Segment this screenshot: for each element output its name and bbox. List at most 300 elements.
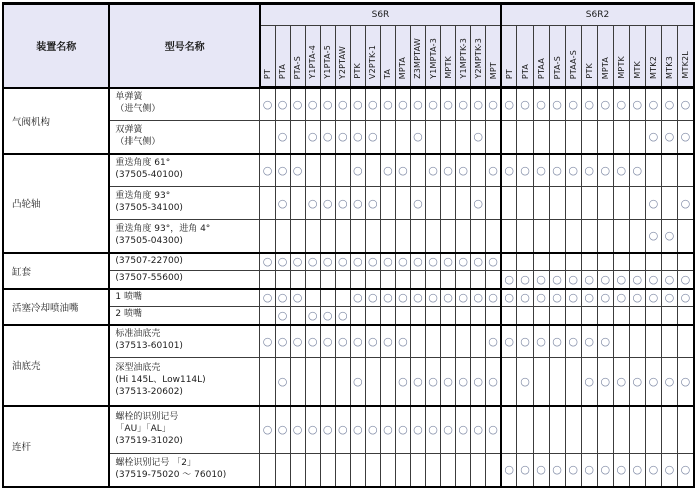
mark-cell-marked (275, 187, 290, 220)
mark-cell-marked (581, 454, 597, 487)
mark-cell-marked (380, 154, 395, 187)
mark-cell-empty (501, 253, 517, 271)
mark-cell-marked (410, 253, 425, 271)
mark-cell-marked (441, 406, 456, 454)
column-header-label: Z3MPTAW (413, 38, 423, 79)
mark-cell-empty (426, 121, 441, 154)
mark-cell-empty (629, 325, 645, 358)
circle-mark-icon: ○ (568, 291, 578, 305)
table-row (3, 253, 694, 271)
mark-cell-empty (365, 454, 380, 487)
mark-cell-marked (597, 358, 613, 406)
mark-cell-marked (629, 154, 645, 187)
mark-cell-marked (677, 454, 694, 487)
mark-cell-marked (305, 88, 320, 121)
mark-cell-empty (517, 307, 533, 325)
circle-mark-icon: ○ (292, 98, 303, 111)
circle-mark-icon: ○ (322, 196, 333, 210)
circle-mark-icon: ○ (277, 374, 288, 388)
circle-mark-icon: ○ (277, 423, 288, 437)
mark-cell-marked (486, 154, 501, 187)
circle-mark-icon: ○ (368, 334, 378, 348)
mark-cell-marked (320, 325, 335, 358)
circle-mark-icon: ○ (664, 98, 675, 111)
circle-mark-icon: ○ (383, 163, 393, 177)
mark-cell-empty (380, 307, 395, 325)
mark-cell-empty (517, 220, 533, 253)
circle-mark-icon: ○ (584, 374, 594, 388)
column-header-mtk2 (645, 26, 661, 88)
mark-cell-marked (517, 325, 533, 358)
mark-cell-marked (471, 121, 486, 154)
mark-cell-marked (441, 154, 456, 187)
mark-cell-marked (365, 187, 380, 220)
circle-mark-icon: ○ (398, 423, 408, 437)
mark-cell-marked (613, 154, 629, 187)
model-cell (109, 187, 260, 220)
mark-cell-empty (426, 454, 441, 487)
mark-cell-empty (320, 358, 335, 406)
mark-cell-empty (275, 271, 290, 289)
circle-mark-icon: ○ (488, 163, 498, 177)
model-label-line: 螺栓识别记号 「2」 (115, 457, 196, 468)
column-header-label: MPTK (616, 56, 626, 79)
circle-mark-icon: ○ (352, 423, 363, 437)
mark-cell-empty (613, 406, 629, 454)
mark-cell-empty (486, 271, 501, 289)
table-row (3, 406, 694, 454)
device-cell: 活塞冷却喷油嘴 (3, 289, 109, 325)
mark-cell-empty (645, 307, 661, 325)
mark-cell-marked (533, 88, 549, 121)
circle-mark-icon: ○ (368, 423, 378, 437)
circle-mark-icon: ○ (458, 255, 468, 269)
mark-cell-marked (629, 271, 645, 289)
column-header-pta (517, 26, 533, 88)
circle-mark-icon: ○ (277, 308, 288, 322)
circle-mark-icon: ○ (352, 98, 363, 111)
mark-cell-marked (426, 154, 441, 187)
mark-cell-empty (486, 454, 501, 487)
mark-cell-marked (290, 406, 305, 454)
column-header-label: MTK (632, 61, 642, 79)
circle-mark-icon: ○ (337, 334, 348, 348)
circle-mark-icon: ○ (337, 98, 348, 111)
mark-cell-empty (677, 406, 694, 454)
column-header-y2ptaw (335, 26, 350, 88)
circle-mark-icon: ○ (632, 163, 643, 177)
mark-cell-marked (581, 358, 597, 406)
mark-cell-marked (456, 253, 471, 271)
circle-mark-icon: ○ (648, 196, 659, 210)
mark-cell-marked (305, 406, 320, 454)
circle-mark-icon: ○ (443, 423, 453, 437)
mark-cell-empty (320, 289, 335, 307)
mark-cell-marked (260, 253, 275, 271)
model-label-line: (37519-75020 ～ 76010) (115, 469, 227, 480)
circle-mark-icon: ○ (600, 163, 611, 177)
device-cell: 气阀机构 (3, 88, 109, 154)
circle-mark-icon: ○ (552, 463, 562, 477)
column-header-mpta (597, 26, 613, 88)
column-header-pt (501, 26, 517, 88)
mark-cell-marked (441, 358, 456, 406)
circle-mark-icon: ○ (520, 463, 530, 477)
column-header-label: MPT (488, 61, 498, 79)
circle-mark-icon: ○ (368, 255, 378, 269)
mark-cell-marked (613, 358, 629, 406)
mark-cell-empty (581, 253, 597, 271)
circle-mark-icon: ○ (473, 255, 483, 269)
mark-cell-marked (290, 253, 305, 271)
mark-cell-marked (486, 325, 501, 358)
mark-cell-empty (661, 325, 677, 358)
column-header-ta (380, 26, 395, 88)
mark-cell-marked (629, 454, 645, 487)
mark-cell-empty (320, 454, 335, 487)
circle-mark-icon: ○ (473, 130, 483, 144)
circle-mark-icon: ○ (680, 130, 691, 144)
circle-mark-icon: ○ (262, 334, 273, 348)
mark-cell-empty (597, 406, 613, 454)
model-cell (109, 358, 260, 406)
mark-cell-marked (501, 154, 517, 187)
circle-mark-icon: ○ (664, 463, 675, 477)
circle-mark-icon: ○ (277, 334, 288, 348)
mark-cell-empty (629, 187, 645, 220)
circle-mark-icon: ○ (648, 98, 659, 111)
circle-mark-icon: ○ (352, 291, 363, 305)
circle-mark-icon: ○ (337, 130, 348, 144)
mark-cell-marked (517, 271, 533, 289)
mark-cell-empty (517, 121, 533, 154)
device-cell: 凸轮轴 (3, 154, 109, 253)
mark-cell-empty (661, 187, 677, 220)
mark-cell-marked (350, 88, 365, 121)
mark-cell-marked (275, 358, 290, 406)
table-row (3, 154, 694, 187)
circle-mark-icon: ○ (383, 98, 393, 111)
model-label-line: （排气侧） (115, 136, 161, 147)
mark-cell-empty (565, 358, 581, 406)
column-header-label: TA (383, 68, 393, 79)
mark-cell-marked (426, 88, 441, 121)
circle-mark-icon: ○ (458, 374, 468, 388)
mark-cell-marked (517, 454, 533, 487)
mark-cell-marked (565, 271, 581, 289)
mark-cell-empty (380, 121, 395, 154)
mark-cell-empty (441, 271, 456, 289)
circle-mark-icon: ○ (568, 272, 578, 286)
mark-cell-marked (275, 121, 290, 154)
model-label-line: 1 喷嘴 (115, 291, 142, 302)
column-header-label: PTAA-S (568, 49, 578, 79)
circle-mark-icon: ○ (292, 334, 303, 348)
mark-cell-empty (471, 454, 486, 487)
circle-mark-icon: ○ (536, 163, 546, 177)
column-header-label: MPTK (443, 56, 453, 79)
mark-cell-empty (549, 406, 565, 454)
mark-cell-marked (645, 88, 661, 121)
mark-cell-marked (565, 88, 581, 121)
circle-mark-icon: ○ (568, 334, 578, 348)
circle-mark-icon: ○ (584, 272, 594, 286)
circle-mark-icon: ○ (443, 163, 453, 177)
circle-mark-icon: ○ (322, 255, 333, 269)
mark-cell-marked (549, 289, 565, 307)
circle-mark-icon: ○ (632, 374, 643, 388)
mark-cell-marked (645, 187, 661, 220)
mark-cell-marked (677, 121, 694, 154)
circle-mark-icon: ○ (552, 272, 562, 286)
circle-mark-icon: ○ (680, 272, 691, 286)
mark-cell-empty (533, 406, 549, 454)
model-cell (109, 88, 260, 121)
circle-mark-icon: ○ (600, 374, 611, 388)
mark-cell-empty (426, 187, 441, 220)
mark-cell-marked (395, 358, 410, 406)
circle-mark-icon: ○ (584, 163, 594, 177)
mark-cell-marked (410, 289, 425, 307)
circle-mark-icon: ○ (680, 374, 691, 388)
mark-cell-empty (335, 454, 350, 487)
circle-mark-icon: ○ (337, 255, 348, 269)
mark-cell-empty (645, 253, 661, 271)
model-label-line: (37505-04300) (115, 235, 183, 246)
model-label-line: 「AU」「AL」 (115, 423, 171, 434)
column-header-label: PTA (278, 63, 288, 79)
model-label-line: 重迭角度 93° (115, 191, 171, 202)
column-header-label: PTAA (536, 57, 546, 79)
circle-mark-icon: ○ (352, 163, 363, 177)
circle-mark-icon: ○ (632, 272, 643, 286)
mark-cell-marked (441, 253, 456, 271)
model-name-header: 型号名称 (109, 4, 260, 88)
circle-mark-icon: ○ (584, 334, 594, 348)
circle-mark-icon: ○ (428, 163, 438, 177)
mark-cell-marked (629, 358, 645, 406)
mark-cell-empty (426, 307, 441, 325)
circle-mark-icon: ○ (428, 255, 438, 269)
mark-cell-empty (661, 406, 677, 454)
column-header-v2ptk-1 (365, 26, 380, 88)
model-cell (109, 454, 260, 487)
circle-mark-icon: ○ (277, 130, 288, 144)
mark-cell-marked (275, 253, 290, 271)
mark-cell-marked (501, 454, 517, 487)
mark-cell-marked (350, 187, 365, 220)
mark-cell-empty (629, 253, 645, 271)
mark-cell-empty (533, 253, 549, 271)
mark-cell-marked (395, 325, 410, 358)
mark-cell-empty (260, 220, 275, 253)
mark-cell-empty (441, 187, 456, 220)
mark-cell-marked (471, 406, 486, 454)
mark-cell-marked (441, 289, 456, 307)
circle-mark-icon: ○ (322, 423, 333, 437)
circle-mark-icon: ○ (352, 130, 363, 144)
series-group-s6r: S6R (260, 4, 501, 26)
mark-cell-marked (350, 325, 365, 358)
model-cell (109, 220, 260, 253)
mark-cell-marked (533, 325, 549, 358)
mark-cell-marked (581, 154, 597, 187)
mark-cell-marked (677, 88, 694, 121)
mark-cell-empty (613, 220, 629, 253)
mark-cell-empty (629, 406, 645, 454)
mark-cell-empty (549, 121, 565, 154)
table-header (3, 4, 694, 88)
circle-mark-icon: ○ (520, 163, 530, 177)
mark-cell-empty (565, 121, 581, 154)
mark-cell-empty (565, 220, 581, 253)
mark-cell-marked (380, 88, 395, 121)
mark-cell-marked (501, 325, 517, 358)
mark-cell-marked (597, 88, 613, 121)
mark-cell-marked (275, 289, 290, 307)
model-label-line: 单弹簧 (115, 92, 143, 103)
circle-mark-icon: ○ (552, 291, 562, 305)
model-label-line: (37513-20602) (115, 387, 183, 398)
mark-cell-marked (486, 406, 501, 454)
mark-cell-marked (486, 358, 501, 406)
mark-cell-empty (426, 271, 441, 289)
mark-cell-marked (410, 358, 425, 406)
mark-cell-marked (581, 325, 597, 358)
mark-cell-marked (661, 358, 677, 406)
column-header-y1pta-4 (305, 26, 320, 88)
mark-cell-empty (661, 154, 677, 187)
column-header-mtk (629, 26, 645, 88)
circle-mark-icon: ○ (600, 463, 611, 477)
circle-mark-icon: ○ (520, 272, 530, 286)
circle-mark-icon: ○ (584, 463, 594, 477)
circle-mark-icon: ○ (520, 291, 530, 305)
mark-cell-empty (350, 454, 365, 487)
circle-mark-icon: ○ (473, 291, 483, 305)
parts-compatibility-table (2, 2, 695, 488)
model-cell (109, 271, 260, 289)
column-header-mptk (441, 26, 456, 88)
mark-cell-empty (335, 289, 350, 307)
circle-mark-icon: ○ (368, 291, 378, 305)
circle-mark-icon: ○ (307, 196, 318, 210)
mark-cell-marked (380, 325, 395, 358)
mark-cell-marked (645, 220, 661, 253)
mark-cell-empty (260, 187, 275, 220)
column-header-ptk (581, 26, 597, 88)
mark-cell-empty (290, 271, 305, 289)
circle-mark-icon: ○ (398, 374, 408, 388)
circle-mark-icon: ○ (292, 291, 303, 305)
mark-cell-marked (677, 289, 694, 307)
circle-mark-icon: ○ (600, 98, 611, 111)
series-group-row (3, 4, 694, 26)
mark-cell-marked (320, 307, 335, 325)
circle-mark-icon: ○ (616, 98, 627, 111)
mark-cell-marked (260, 88, 275, 121)
circle-mark-icon: ○ (398, 255, 408, 269)
mark-cell-marked (456, 358, 471, 406)
mark-cell-empty (533, 358, 549, 406)
column-header-ptaa (533, 26, 549, 88)
circle-mark-icon: ○ (383, 334, 393, 348)
circle-mark-icon: ○ (413, 255, 423, 269)
mark-cell-empty (410, 154, 425, 187)
mark-cell-marked (565, 154, 581, 187)
column-header-mtk3 (661, 26, 677, 88)
column-header-ptaa-s (565, 26, 581, 88)
column-header-mpta (395, 26, 410, 88)
mark-cell-empty (597, 307, 613, 325)
mark-cell-empty (486, 307, 501, 325)
mark-cell-empty (441, 454, 456, 487)
column-header-label: PTK (584, 63, 594, 79)
circle-mark-icon: ○ (262, 291, 273, 305)
circle-mark-icon: ○ (504, 291, 515, 305)
model-label-line: 重迭角度 61° (115, 158, 171, 169)
circle-mark-icon: ○ (368, 130, 378, 144)
circle-mark-icon: ○ (632, 98, 643, 111)
column-header-label: Y1MPTK-3 (458, 38, 468, 79)
circle-mark-icon: ○ (398, 163, 408, 177)
mark-cell-marked (661, 220, 677, 253)
circle-mark-icon: ○ (277, 291, 288, 305)
circle-mark-icon: ○ (632, 291, 643, 305)
column-header-label: PTK (353, 63, 363, 79)
circle-mark-icon: ○ (488, 334, 498, 348)
mark-cell-marked (305, 187, 320, 220)
mark-cell-marked (629, 88, 645, 121)
circle-mark-icon: ○ (292, 163, 303, 177)
circle-mark-icon: ○ (368, 98, 378, 111)
circle-mark-icon: ○ (458, 291, 468, 305)
mark-cell-empty (629, 121, 645, 154)
circle-mark-icon: ○ (616, 463, 627, 477)
circle-mark-icon: ○ (398, 291, 408, 305)
mark-cell-marked (471, 88, 486, 121)
circle-mark-icon: ○ (398, 334, 408, 348)
mark-cell-marked (549, 154, 565, 187)
circle-mark-icon: ○ (536, 98, 546, 111)
mark-cell-empty (380, 271, 395, 289)
mark-cell-empty (613, 253, 629, 271)
mark-cell-empty (395, 454, 410, 487)
mark-cell-empty (581, 121, 597, 154)
model-label-line: 标准油底壳 (115, 329, 161, 340)
mark-cell-empty (380, 454, 395, 487)
mark-cell-marked (471, 289, 486, 307)
circle-mark-icon: ○ (337, 423, 348, 437)
mark-cell-empty (335, 271, 350, 289)
mark-cell-marked (320, 121, 335, 154)
mark-cell-marked (581, 289, 597, 307)
mark-cell-empty (581, 187, 597, 220)
mark-cell-marked (275, 154, 290, 187)
circle-mark-icon: ○ (277, 196, 288, 210)
mark-cell-marked (395, 253, 410, 271)
mark-cell-empty (613, 187, 629, 220)
mark-cell-empty (471, 220, 486, 253)
mark-cell-marked (275, 307, 290, 325)
mark-cell-empty (275, 220, 290, 253)
mark-cell-empty (426, 220, 441, 253)
circle-mark-icon: ○ (413, 423, 423, 437)
mark-cell-marked (335, 121, 350, 154)
mark-cell-marked (661, 121, 677, 154)
mark-cell-empty (486, 220, 501, 253)
mark-cell-empty (533, 121, 549, 154)
